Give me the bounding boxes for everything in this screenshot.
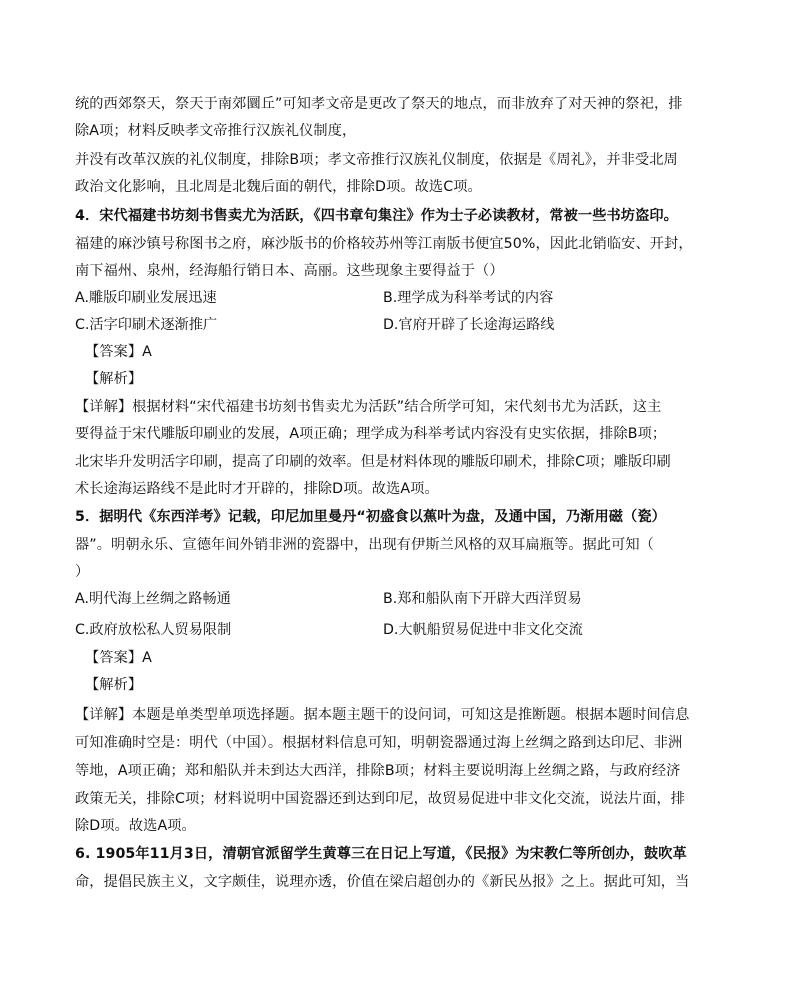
q4-detail-line: 术长途海运路线不是此时才开辟的，排除D项。故选A项。 (75, 481, 439, 497)
q5-option-b: B.郑和船队南下开辟大西洋贸易 (383, 591, 582, 607)
q5-analysis-heading: 【解析】 (85, 677, 143, 693)
text-line: 统的西郊祭天，祭天于南郊圜丘”可知孝文帝是更改了祭天的地点，而非放弃了对天神的祭祀，排 (75, 96, 683, 112)
q5-detail-line: 政策无关，排除C项；材料说明中国瓷器还到达到印尼，故贸易促进中非文化交流，说法片面，排 (75, 791, 686, 807)
q5-option-d: D.大帆船贸易促进中非文化交流 (383, 622, 583, 638)
question-4-line: 4．宋代福建书坊刻书售卖尤为活跃，《四书章句集注》作为士子必读教材，常被一些书坊盗印。 (75, 208, 678, 224)
q4-option-a: A.雕版印刷业发展迅速 (75, 290, 217, 306)
q5-option-a: A.明代海上丝绸之路畅通 (75, 591, 231, 607)
question-4-line: 福建的麻沙镇号称图书之府，麻沙版书的价格较苏州等江南版书便宜50%，因此北销临安、开封， (75, 236, 693, 252)
question-6-line: 6. 1905年11月3日，清朝官派留学生黄尊三在日记上写道，《民报》为宋教仁等所创办，鼓吹革 (75, 846, 687, 862)
question-5-line: 器”。明朝永乐、宣德年间外销非洲的瓷器中，出现有伊斯兰风格的双耳扁瓶等。据此可知（ (75, 537, 654, 553)
q5-detail-line: 除D项。故选A项。 (75, 818, 196, 834)
q4-detail-line: 【详解】根据材料“宋代福建书坊刻书售卖尤为活跃”结合所学可知，宋代刻书尤为活跃，这主 (75, 399, 662, 415)
q5-answer: 【答案】A (85, 650, 152, 666)
question-4-line: 南下福州、泉州，经海船行销日本、高丽。这些现象主要得益于（） (75, 263, 504, 279)
q4-option-c: C.活字印刷术逐渐推广 (75, 317, 218, 333)
question-5-line: 5．据明代《东西洋考》记载，印尼加里曼丹“初盛食以蕉叶为盘，及通中国，乃渐用磁（瓷） (75, 509, 666, 525)
q4-analysis-heading: 【解析】 (85, 371, 143, 387)
q5-detail-line: 等地，A项正确；郑和船队并未到达大西洋，排除B项；材料主要说明海上丝绸之路，与政府经济 (75, 763, 681, 779)
q4-detail-line: 北宋毕升发明活字印刷，提高了印刷的效率。但是材料体现的雕版印刷术，排除C项；雕版印刷 (75, 454, 671, 470)
q5-detail-line: 可知准确时空是：明代（中国）。根据材料信息可知，明朝瓷器通过海上丝绸之路到达印尼、非洲 (75, 735, 683, 751)
q5-detail-line: 【详解】本题是单类型单项选择题。据本题主题干的设问词，可知这是推断题。根据本题时间信息 (75, 707, 690, 723)
question-6-line: 命，提倡民族主义，文字颇佳，说理亦透，价值在梁启超创办的《新民丛报》之上。据此可知，当 (75, 874, 690, 890)
text-line: 政治文化影响，且北周是北魏后面的朝代，排除D项。故选C项。 (75, 179, 482, 195)
text-line: 并没有改革汉族的礼仪制度，排除B项；孝文帝推行汉族礼仪制度，依据是《周礼》，并非受北周 (75, 152, 678, 168)
q4-option-b: B.理学成为科举考试的内容 (383, 290, 554, 306)
q4-answer: 【答案】A (85, 344, 152, 360)
q4-option-d: D.官府开辟了长途海运路线 (383, 317, 555, 333)
text-line: 除A项；材料反映孝文帝推行汉族礼仪制度， (75, 123, 357, 139)
q5-option-c: C.政府放松私人贸易限制 (75, 622, 232, 638)
q4-detail-line: 要得益于宋代雕版印刷业的发展，A项正确；理学成为科举考试内容没有史实依据，排除B项； (75, 426, 667, 442)
question-5-line: ） (75, 564, 90, 580)
